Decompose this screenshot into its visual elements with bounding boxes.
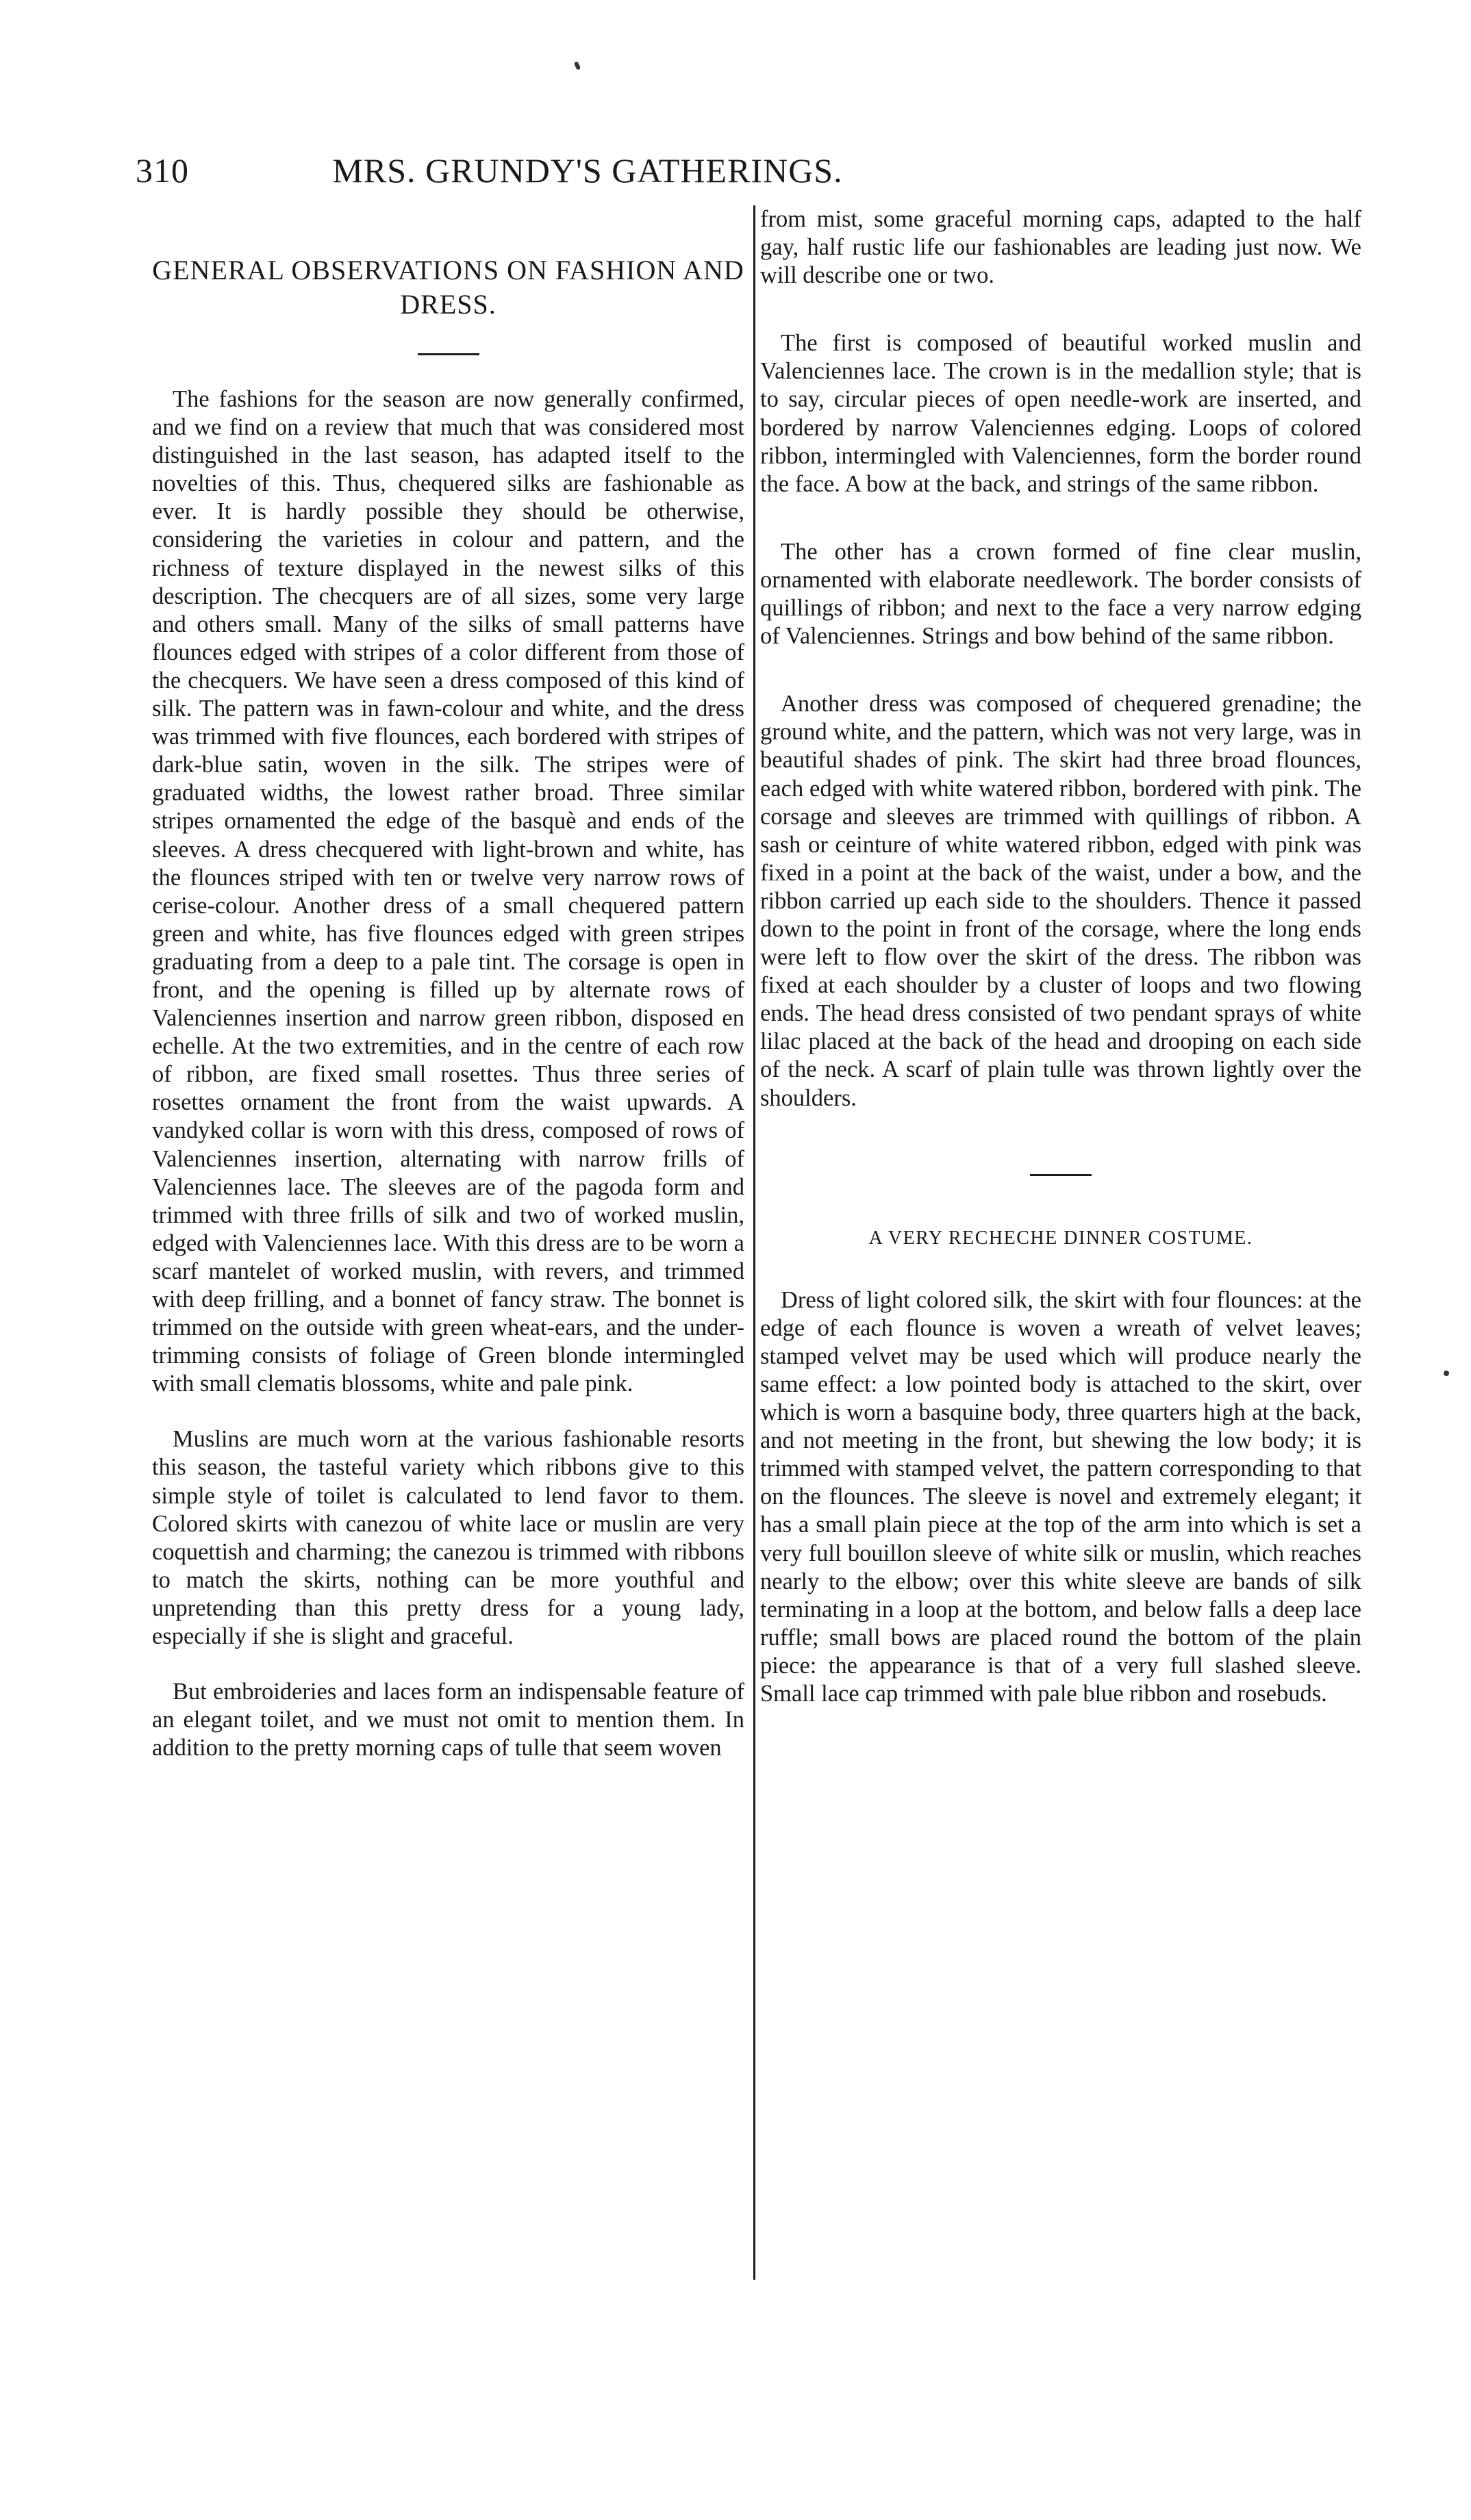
paragraph: But embroideries and laces form an indispensable feature of an elegant toilet, and we must not omit to mention them. In addition to the pretty morning caps of tulle that seem woven	[152, 1679, 744, 1761]
paragraph: Another dress was composed of chequered grenadine; the ground white, and the pattern, which was not very large, was in beautiful shades of pink. The skirt had three broad flounces, each edged with white watered ribbon, bordered with pink. The corsage and sleeves are trimmed with quillings of ribbon. A sash or ceinture of white watered ribbon, edged with pink was fixed in a point at the back of the waist, under a bow, and the ribbon carried up each side to the shoulders. Thence it passed down to the point in front of the corsage, where the long ends were left to flow over the skirt of the dress. The ribbon was fixed at each shoulder by a cluster of loops and two flowing ends. The head dress consisted of two pendant sprays of white lilac placed at the back of the head and drooping on each side of the neck. A scarf of plain tulle was thrown lightly over the shoulders.	[760, 691, 1361, 1111]
paragraph-gap	[152, 1398, 744, 1425]
article-title: GENERAL OBSERVATIONS ON FASHION AND DRESS.	[152, 255, 744, 320]
section-rule	[1030, 1174, 1092, 1176]
column-divider	[753, 205, 755, 2280]
paragraph: The fashions for the season are now generally confirmed, and we find on a review that much that was considered most distinguished in the last season, has adapted itself to the novelties of this. Thus, chequered silks are fashionable as ever. It is hardly possible they should be otherwise, considering the varieties in colour and pattern, and the richness of texture displayed in the newest silks of this description. The checquers are of all sizes, some very large and others small. Many of the silks of small patterns have flounces edged with stripes of a color different from those of the checquers. We have seen a dress composed of this kind of silk. The pattern was in fawn-colour and white, and the dress was trimmed with five flounces, each bordered with stripes of dark-blue satin, woven in the silk. The stripes were of graduated widths, the lowest rather broad. Three similar stripes ornamented the edge of the basquè and ends of the sleeves. A dress checquered with light-brown and white, has the flounces striped with ten or twelve very narrow rows of cerise-colour. Another dress of a small chequered pattern green and white, has five flounces edged with green stripes graduating from a deep to a pale tint. The corsage is open in front, and the opening is filled up by alternate rows of Valenciennes insertion and narrow green ribbon, disposed en echelle. At the two extremities, and in the centre of each row of ribbon, are fixed small rosettes. Thus three series of rosettes ornament the front from the waist upwards. A vandyked collar is worn with this dress, composed of rows of Valenciennes insertion, alternating with narrow frills of Valenciennes lace. The sleeves are of the pagoda form and trimmed with three frills of silk and two of worked muslin, edged with Valenciennes lace. With this dress are to be worn a scarf mantelet of worked muslin, with revers, and trimmed with deep frilling, and a bonnet of fancy straw. The bonnet is trimmed on the outside with green wheat-ears, and the under-trimming consists of foliage of Green blonde intermingled with small clematis blossoms, white and pale pink.	[152, 386, 744, 1397]
paragraph: from mist, some graceful morning caps, adapted to the half gay, half rustic life our fashionables are leading just now. We will describe one or two.	[760, 206, 1361, 289]
paragraph-gap	[760, 290, 1361, 329]
paragraph: Muslins are much worn at the various fashionable resorts this season, the tasteful variety which ribbons give to this simple style of toilet is calculated to lend favor to them. Colored skirts with canezou of white lace or muslin are very coquettish and charming; the canezou is trimmed with ribbons to match the skirts, nothing can be more youthful and unpretending than this pretty dress for a young lady, especially if she is slight and graceful.	[152, 1426, 744, 1650]
ink-speck	[574, 61, 581, 70]
running-title: MRS. GRUNDY'S GATHERINGS.	[332, 151, 843, 190]
ink-speck	[1444, 1371, 1449, 1376]
paragraph: The first is composed of beautiful worked muslin and Valenciennes lace. The crown is in the medallion style; that is to say, circular pieces of open needle-work are inserted, and bordered by narrow Valenciennes edging. Loops of colored ribbon, intermingled with Valenciennes, form the border round the face. A bow at the back, and strings of the same ribbon.	[760, 330, 1361, 497]
paragraph-gap	[152, 1651, 744, 1678]
page-number: 310	[136, 151, 189, 190]
title-rule	[418, 353, 479, 355]
left-column	[152, 226, 744, 1762]
page-header	[136, 151, 1375, 199]
paragraph-gap	[760, 650, 1361, 690]
paragraph: The other has a crown formed of fine clear muslin, ornamented with elaborate needlework. The border consists of quillings of ribbon; and next to the face a very narrow edging of Valenciennes. Strings and bow behind of the same ribbon.	[760, 538, 1361, 650]
paragraph: Dress of light colored silk, the skirt with four flounces: at the edge of each flounce is woven a wreath of velvet leaves; stamped velvet may be used which will produce nearly the same effect: a low pointed body is attached to the skirt, over which is worn a basquine body, three quarters high at the back, and not meeting in the front, but shewing the low body; it is trimmed with stamped velvet, the pattern corresponding to that on the flounces. The sleeve is novel and extremely elegant; it has a small plain piece at the top of the arm into which is set a very full bouillon sleeve of white silk or muslin, which reaches nearly to the elbow; over this white sleeve are bands of silk terminating in a loop at the bottom, and below falls a deep lace ruffle; small bows are placed round the bottom of the plain piece: the appearance is that of a very full slashed sleeve. Small lace cap trimmed with pale blue ribbon and rosebuds.	[760, 1286, 1361, 1707]
right-column	[760, 205, 1361, 1708]
paragraph-gap	[760, 498, 1361, 538]
section-title: A VERY RECHECHE DINNER COSTUME.	[868, 1227, 1253, 1249]
